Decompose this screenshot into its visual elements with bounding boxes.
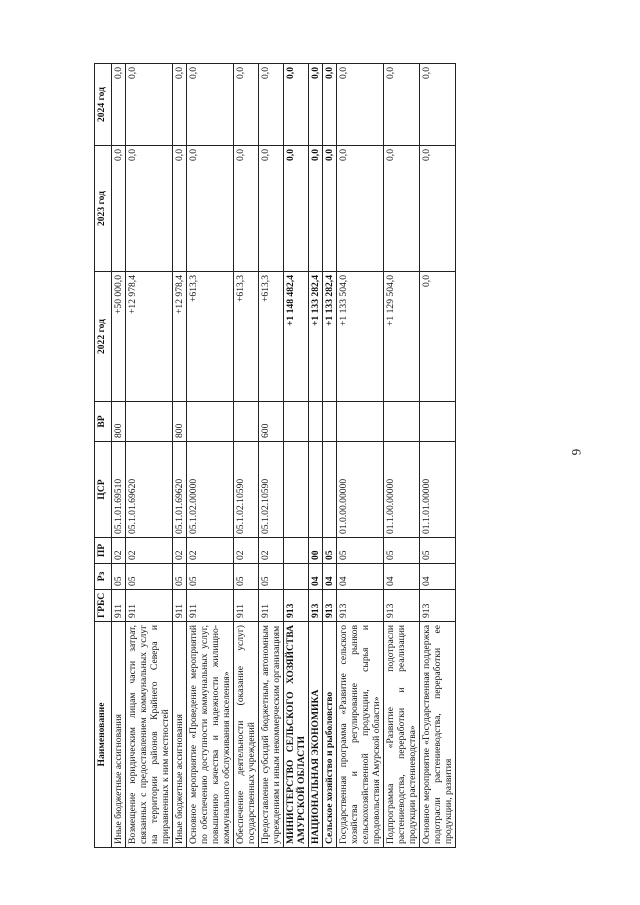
cell-2023: 0,0 [126, 146, 173, 272]
cell-name: Государственная программа «Развитие сельского хозяйства и регулирование рынков сельскохозяйственной продукции, сырья и продовольствия Амурской области» [337, 622, 384, 848]
cell-csr: 05.1.02.10590 [234, 442, 259, 538]
header-2024: 2024 год [95, 64, 112, 146]
cell-csr: 01.1.00.00000 [384, 442, 420, 538]
table-row [384, 64, 420, 848]
cell-2024: 0,0 [173, 64, 187, 146]
cell-grbs: 911 [126, 590, 173, 622]
cell-name: Иные бюджетные ассигнования [173, 622, 187, 848]
header-2023: 2023 год [95, 146, 112, 272]
header-rz: Рз [95, 564, 112, 590]
cell-2022: +613,3 [187, 272, 234, 402]
cell-grbs: 911 [173, 590, 187, 622]
cell-rz: 05 [126, 564, 173, 590]
cell-2024: 0,0 [309, 64, 323, 146]
table-row [323, 64, 337, 848]
cell-grbs: 911 [234, 590, 259, 622]
cell-pr: 02 [187, 538, 234, 564]
cell-2023: 0,0 [420, 146, 456, 272]
cell-2023: 0,0 [173, 146, 187, 272]
cell-rz: 04 [323, 564, 337, 590]
cell-2022: 0,0 [420, 272, 456, 402]
header-grbs: ГРБС [95, 590, 112, 622]
cell-csr: 05.1.02.10590 [259, 442, 284, 538]
cell-grbs: 913 [420, 590, 456, 622]
table-row [173, 64, 187, 848]
cell-pr: 05 [323, 538, 337, 564]
cell-rz: 05 [112, 564, 126, 590]
cell-name: НАЦИОНАЛЬНАЯ ЭКОНОМИКА [309, 622, 323, 848]
cell-csr: 01.0.00.00000 [337, 442, 384, 538]
table-body [112, 64, 456, 848]
cell-grbs: 913 [337, 590, 384, 622]
cell-vr [234, 402, 259, 442]
cell-grbs: 911 [187, 590, 234, 622]
cell-vr [323, 402, 337, 442]
cell-csr: 05.1.01.69510 [112, 442, 126, 538]
cell-csr [309, 442, 323, 538]
cell-2024: 0,0 [259, 64, 284, 146]
cell-vr [384, 402, 420, 442]
table-row [234, 64, 259, 848]
cell-2022: +1 133 504,0 [337, 272, 384, 402]
cell-rz: 05 [259, 564, 284, 590]
cell-2023: 0,0 [259, 146, 284, 272]
cell-grbs: 913 [284, 590, 309, 622]
cell-2024: 0,0 [187, 64, 234, 146]
cell-pr: 00 [309, 538, 323, 564]
cell-name: Возмещение юридическим лицам части затрат, связанных с предоставлением коммунальных услуг на территории районов Крайнего Севера и приравненных к ним местностей [126, 622, 173, 848]
cell-2022: +1 133 282,4 [309, 272, 323, 402]
cell-grbs: 913 [323, 590, 337, 622]
cell-2022: +12 978,4 [173, 272, 187, 402]
cell-rz: 04 [420, 564, 456, 590]
cell-rz: 05 [173, 564, 187, 590]
cell-2024: 0,0 [384, 64, 420, 146]
cell-pr [284, 538, 309, 564]
cell-2022: +50 000,0 [112, 272, 126, 402]
budget-table-container [94, 64, 536, 848]
cell-2023: 0,0 [323, 146, 337, 272]
cell-2023: 0,0 [112, 146, 126, 272]
table-row [420, 64, 456, 848]
cell-pr: 02 [259, 538, 284, 564]
cell-2022: +1 129 504,0 [384, 272, 420, 402]
cell-name: Сельское хозяйство и рыболовство [323, 622, 337, 848]
table-row [259, 64, 284, 848]
header-vr: ВР [95, 402, 112, 442]
cell-pr: 05 [337, 538, 384, 564]
cell-grbs: 913 [309, 590, 323, 622]
cell-name: Предоставление субсидий бюджетным, автономным учреждениям и иным некоммерческим организациям [259, 622, 284, 848]
cell-name: Основное мероприятие «Государственная поддержка подотрасли растениеводства, переработки ее продукции, развития [420, 622, 456, 848]
cell-2024: 0,0 [126, 64, 173, 146]
cell-name: Основное мероприятие «Проведение мероприятий по обеспечению доступности коммунальных услуг, повышению качества и надежности жилищно-коммунального обслуживания населения» [187, 622, 234, 848]
cell-name: МИНИСТЕРСТВО СЕЛЬСКОГО ХОЗЯЙСТВА АМУРСКОЙ ОБЛАСТИ [284, 622, 309, 848]
table-header-row [95, 64, 112, 848]
cell-pr: 05 [420, 538, 456, 564]
cell-vr: 800 [173, 402, 187, 442]
cell-name: Иные бюджетные ассигнования [112, 622, 126, 848]
cell-pr: 02 [234, 538, 259, 564]
cell-csr [284, 442, 309, 538]
table-row [309, 64, 323, 848]
cell-csr: 01.1.01.00000 [420, 442, 456, 538]
table-row [112, 64, 126, 848]
cell-2023: 0,0 [384, 146, 420, 272]
cell-2024: 0,0 [234, 64, 259, 146]
cell-rz: 05 [234, 564, 259, 590]
cell-2023: 0,0 [234, 146, 259, 272]
cell-2022: +1 148 482,4 [284, 272, 309, 402]
cell-grbs: 911 [112, 590, 126, 622]
cell-csr: 05.1.02.00000 [187, 442, 234, 538]
header-name: Наименование [95, 622, 112, 848]
cell-vr [309, 402, 323, 442]
cell-rz: 04 [337, 564, 384, 590]
cell-2022: +12 978,4 [126, 272, 173, 402]
cell-vr [284, 402, 309, 442]
cell-grbs: 911 [259, 590, 284, 622]
cell-vr: 800 [112, 402, 126, 442]
cell-2024: 0,0 [284, 64, 309, 146]
header-csr: ЦСР [95, 442, 112, 538]
header-pr: ПР [95, 538, 112, 564]
cell-2024: 0,0 [112, 64, 126, 146]
cell-name: Подпрограмма «Развитие подотрасли растениеводства, переработки и реализации продукции растениеводства» [384, 622, 420, 848]
cell-pr: 02 [112, 538, 126, 564]
cell-rz [284, 564, 309, 590]
cell-2022: +1 133 282,4 [323, 272, 337, 402]
cell-csr: 05.1.01.69620 [173, 442, 187, 538]
cell-2023: 0,0 [187, 146, 234, 272]
cell-vr: 600 [259, 402, 284, 442]
header-2022: 2022 год [95, 272, 112, 402]
cell-pr: 05 [384, 538, 420, 564]
budget-table [94, 63, 456, 848]
page-number: 6 [569, 448, 584, 456]
cell-grbs: 913 [384, 590, 420, 622]
cell-rz: 04 [309, 564, 323, 590]
table-row [126, 64, 173, 848]
table-row [187, 64, 234, 848]
cell-2023: 0,0 [309, 146, 323, 272]
cell-2023: 0,0 [284, 146, 309, 272]
cell-vr [420, 402, 456, 442]
cell-2023: 0,0 [337, 146, 384, 272]
cell-vr [126, 402, 173, 442]
cell-pr: 02 [173, 538, 187, 564]
cell-2022: +613,3 [234, 272, 259, 402]
cell-rz: 05 [187, 564, 234, 590]
cell-csr: 05.1.01.69620 [126, 442, 173, 538]
table-row [337, 64, 384, 848]
cell-2024: 0,0 [420, 64, 456, 146]
cell-csr [323, 442, 337, 538]
cell-pr: 02 [126, 538, 173, 564]
cell-2024: 0,0 [323, 64, 337, 146]
cell-vr [187, 402, 234, 442]
cell-2024: 0,0 [337, 64, 384, 146]
cell-vr [337, 402, 384, 442]
cell-2022: +613,3 [259, 272, 284, 402]
cell-name: Обеспечение деятельности (оказание услуг) государственных учреждений [234, 622, 259, 848]
table-row [284, 64, 309, 848]
cell-rz: 04 [384, 564, 420, 590]
